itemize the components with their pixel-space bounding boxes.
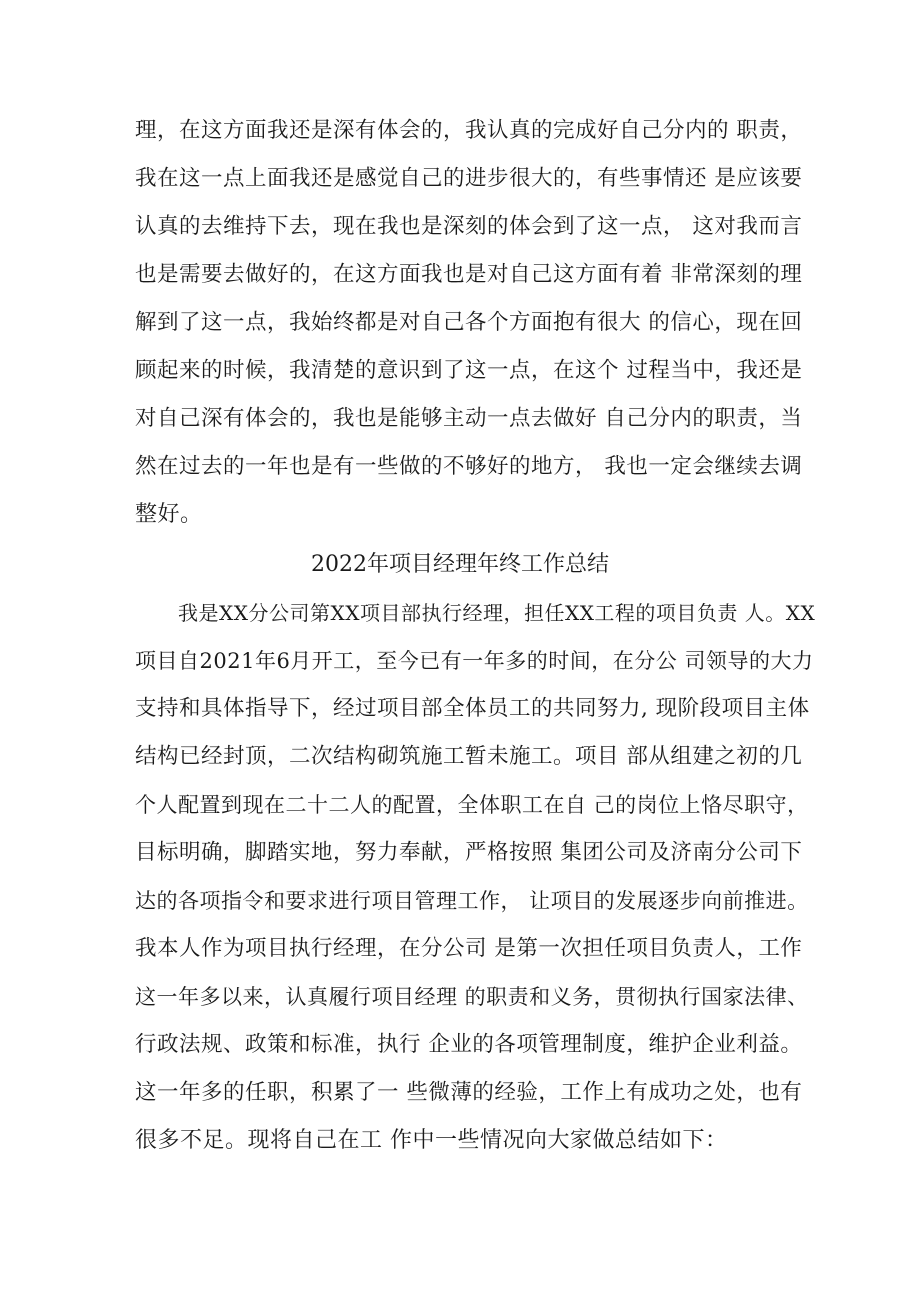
paragraph-line: 我本人作为项目执行经理，在分公司 是第一次担任项目负责人，工作 <box>135 936 803 961</box>
paragraph-line: 目标明确，脚踏实地，努力奉献，严格按照 集团公司及济南分公司下 <box>135 840 803 865</box>
paragraph-line: 解到了这一点，我始终都是对自己各个方面抱有很大 的信心，现在回 <box>135 310 803 335</box>
paragraph-line: 也是需要去做好的，在这方面我也是对自己这方面有着 非常深刻的理 <box>135 262 803 287</box>
paragraph-line: 我是XX分公司第XX项目部执行经理，担任XX工程的项目负责 人。XX <box>178 601 816 625</box>
paragraph-line: 支持和具体指导下，经过项目部全体员工的共同努力, 现阶段项目主体 <box>135 696 810 721</box>
paragraph-line: 这一年多以来，认真履行项目经理 的职责和义务，贯彻执行国家法律、 <box>135 985 809 1009</box>
paragraph-line: 个人配置到现在二十二人的配置，全体职工在自 己的岗位上恪尽职守， <box>135 793 809 817</box>
document-title: 2022年项目经理年终工作总结 <box>311 552 609 577</box>
paragraph-line: 这一年多的任职，积累了一 些微薄的经验，工作上有成功之处，也有 <box>135 1080 803 1105</box>
paragraph-line: 理，在这方面我还是深有体会的，我认真的完成好自己分内的 职责， <box>135 118 803 143</box>
paragraph-line: 很多不足。现将自己在工 作中一些情况向大家做总结如下： <box>135 1128 728 1153</box>
paragraph-line: 我在这一点上面我还是感觉自己的进步很大的，有些事情还 是应该要 <box>135 166 803 191</box>
paragraph-line: 然在过去的一年也是有一些做的不够好的地方， 我也一定会继续去调 <box>135 454 803 479</box>
paragraph-line: 达的各项指令和要求进行项目管理工作， 让项目的发展逐步向前推进。 <box>135 889 809 913</box>
paragraph-line: 行政法规、政策和标准，执行 企业的各项管理制度，维护企业利益。 <box>135 1032 803 1057</box>
paragraph-line: 结构已经封顶，二次结构砌筑施工暂未施工。项目 部从组建之初的几 <box>135 744 803 769</box>
paragraph-line: 认真的去维持下去，现在我也是深刻的体会到了这一点， 这对我而言 <box>135 214 803 239</box>
paragraph-line: 顾起来的时候，我清楚的意识到了这一点，在这个 过程当中，我还是 <box>135 358 803 383</box>
paragraph-line: 对自己深有体会的，我也是能够主动一点去做好 自己分内的职责，当 <box>135 406 803 431</box>
paragraph-line: 整好。 <box>135 502 203 527</box>
paragraph-line: 项目自2021年6月开工，至今已有一年多的时间，在分公 司领导的大力 <box>135 649 814 673</box>
